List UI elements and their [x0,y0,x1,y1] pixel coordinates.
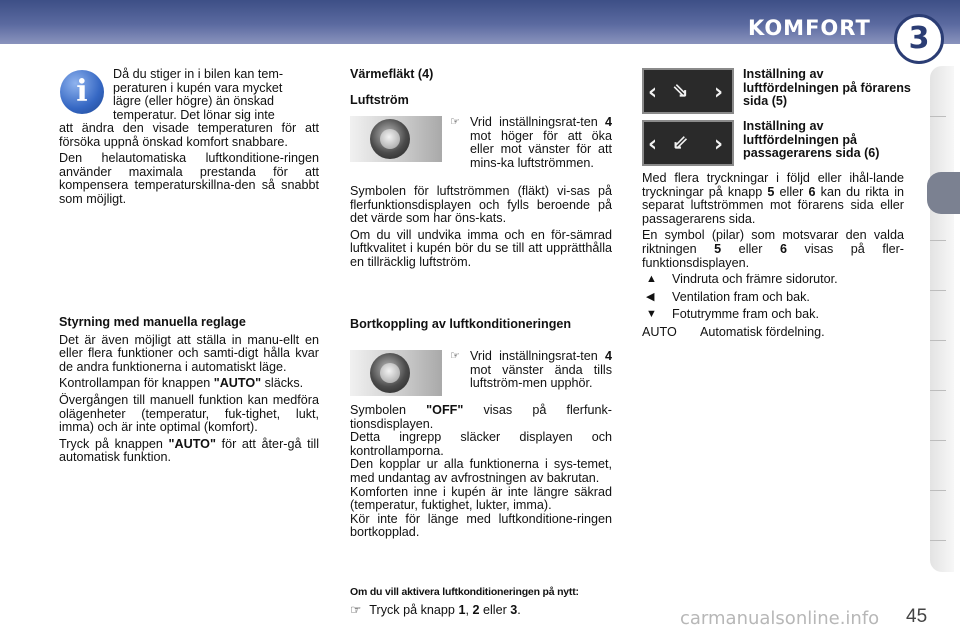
turn-right-text: Vrid inställningsrat-ten [470,115,605,129]
list-item-text: Ventilation fram och bak. [672,289,810,304]
page-number: 45 [906,606,928,627]
symbol-paragraph: Symbolen för luftströmmen (fläkt) vi-sas på flerfunktionsdisplayen och fylls beroende på det värde som har öns-kats. [350,184,612,226]
fog-paragraph: Om du vill undvika imma och en för-sämrad luftkvalitet i kupén bör du se till att upprätthålla en tillräcklig luftström. [350,227,612,269]
chapter-number: 3 [908,21,930,56]
intro-line: Då du stiger in i bilen kan tem- [113,67,284,81]
airflow-heading: Luftström [350,92,409,107]
off-text-end: visas på flerfunk-tionsdisplayen. [350,403,612,431]
button-2: 2 [472,603,480,617]
side-tab-strip [930,66,954,572]
off-symbol: "OFF" [426,403,464,417]
fan-knob-image [350,116,442,162]
auto-row [642,326,904,340]
list-item [642,308,904,322]
chapter-title: KOMFORT [748,16,871,40]
manual-paragraph-4 [59,438,319,465]
hand-pointer-icon: ☞ [450,116,460,128]
distribution-text [642,172,904,340]
p1-or: eller [774,184,809,199]
chevron-right-icon: › [714,132,724,157]
button-6: 6 [780,241,788,256]
intro-rest: att ändra den visade temperaturen för att försöka uppnå önskad komfort snabbare. [59,121,319,149]
list-item [642,273,904,287]
seat-arrows-icon: ⇘ [672,78,689,102]
distribution-paragraph-2 [642,229,904,270]
auto-label: AUTO [642,324,677,339]
arrow-down-icon: ▼ [646,308,657,321]
p2-or: eller [721,241,781,256]
info-icon [60,70,104,114]
chevron-left-icon: ‹ [648,132,658,157]
turn-left-text-end: mot vänster ända tills luftström-men upphör. [470,362,612,391]
side-tab-divider [930,390,946,391]
side-tab-divider [930,340,946,341]
button-3: 3 [510,603,518,617]
manual-p4-end: för att åter-gå till automatisk funktion. [59,436,319,465]
seat-arrows-icon: ⇙ [672,130,689,154]
chevron-left-icon: ‹ [648,80,658,105]
auto-key: "AUTO" [213,376,262,391]
fan-knob-icon [370,119,410,159]
p2-end: visas på fler-funktionsdisplayen. [642,241,905,270]
p1-text: Med flera tryckningar i följd eller ihål-lande tryckningar på knapp [642,171,904,199]
side-tab-divider [930,440,946,441]
manual-p4-text: Tryck på knappen [59,436,169,451]
button-5: 5 [767,184,775,199]
disconnect-paragraph: Den kopplar ur alla funktionerna i sys-temet, med undantag av avfrostningen av bakrutan. [350,457,612,485]
sentence-end: . [517,603,521,617]
arrow-up-icon: ▲ [646,273,657,286]
button-1: 1 [458,603,466,617]
intro-line: peraturen i kupén vara mycket [113,80,283,95]
turn-right-instruction [450,116,612,170]
side-tab-divider [930,540,946,541]
knob-number: 4 [604,115,612,129]
intro-line: lägre (eller högre) än önskad [113,94,275,109]
fan-knob-off-image [350,350,442,396]
disconnect-text [350,404,612,540]
driver-distribution-button-image [642,68,734,114]
side-tab-divider [930,290,946,291]
distribution-paragraph-1 [642,172,904,226]
auto-key: "AUTO" [168,436,216,451]
comfort-paragraph: Komforten inne i kupén är inte längre säkrad (temperatur, fuktighet, lukter, imma). [350,484,612,513]
separator: eller [479,603,511,617]
lamps-paragraph: Detta ingrepp släcker displayen och kontrollamporna. [350,430,612,458]
turn-left-text: Vrid inställningsrat-ten [470,349,605,363]
manual-paragraph-3: Övergången till manuell funktion kan medföra olägenheter (temperatur, fuk-tighet, lukt, imma) och är inte optimal (komfort). [59,392,319,435]
side-tab-active[interactable] [927,172,960,214]
intro-continued [59,122,319,210]
side-tab-divider [930,240,946,241]
chapter-badge [894,14,944,64]
knob-number: 4 [604,349,612,363]
auto-text: Automatisk fördelning. [700,324,825,339]
list-item [642,291,904,305]
side-tab-divider [930,116,946,117]
fan-knob-center [380,129,400,149]
list-item-text: Fotutrymme fram och bak. [672,307,819,322]
p2-text: En symbol (pilar) som motsvarar den valda riktningen [642,228,904,256]
turn-left-instruction [450,350,612,391]
separator: , [465,603,473,617]
disconnect-heading-block [350,318,612,335]
turn-right-text-end: mot höger för att öka eller mot vänster för att mins-ka luftströmmen. [470,128,612,170]
manual-p2-text: Kontrollampan för knappen [59,376,214,391]
off-paragraph [350,404,612,431]
intro-paragraph-2: Den helautomatiska luftkonditione-ringen använder maximala prestanda för att kompensera temperaturskillna-den så snabbt som möjligt. [59,151,319,206]
passenger-heading: Inställning av luftfördelningen på passagerarens sida (6) [743,119,880,161]
turn-right-block [450,116,612,170]
hand-pointer-icon: ☞ [350,603,362,617]
passenger-distribution-button-image [642,120,734,166]
airflow-text [350,185,612,273]
fan-knob-center [380,363,400,383]
manual-p2-end: släcks. [261,376,304,391]
watermark: carmanualsonline.info [680,608,880,629]
p1-end: kan du rikta in separat luftströmmen mot förarens sida eller passagerarens sida. [642,184,904,226]
side-tab-divider [930,490,946,491]
manual-controls-section [59,316,319,468]
fan-headings [350,68,612,110]
button-6: 6 [808,184,816,199]
button-5: 5 [714,241,722,256]
arrow-left-icon: ◀ [646,290,655,303]
info-letter: i [76,74,88,109]
manual-paragraph-1: Det är även möjligt att ställa in manu-ellt en eller flera funktioner och samti-digt hålla kvar de andra funktionerna i automatiskt läge. [59,332,319,374]
long-drive-paragraph: Kör inte för länge med luftkonditione-ringen bortkopplad. [350,511,612,540]
fan-heading: Värmefläkt (4) [350,67,434,81]
hand-pointer-icon: ☞ [450,350,460,362]
reactivate-heading: Om du vill aktivera luftkonditioneringen på nytt: [350,586,579,598]
intro-lines [113,68,319,122]
off-text: Symbolen [350,403,427,417]
chevron-right-icon: › [714,80,724,105]
reactivate-text: Tryck på knapp [369,603,459,617]
disconnect-heading: Bortkoppling av luftkonditioneringen [350,317,572,331]
manual-heading: Styrning med manuella reglage [59,315,246,329]
manual-paragraph-2 [59,377,319,391]
driver-heading: Inställning av luftfördelningen på förarens sida (5) [743,67,911,109]
reactivate-instruction [350,604,620,618]
fan-knob-icon [370,353,410,393]
turn-left-block [450,350,612,391]
intro-line: temperatur. Det lönar sig inte [113,107,275,122]
list-item-text: Vindruta och främre sidorutor. [672,272,838,287]
